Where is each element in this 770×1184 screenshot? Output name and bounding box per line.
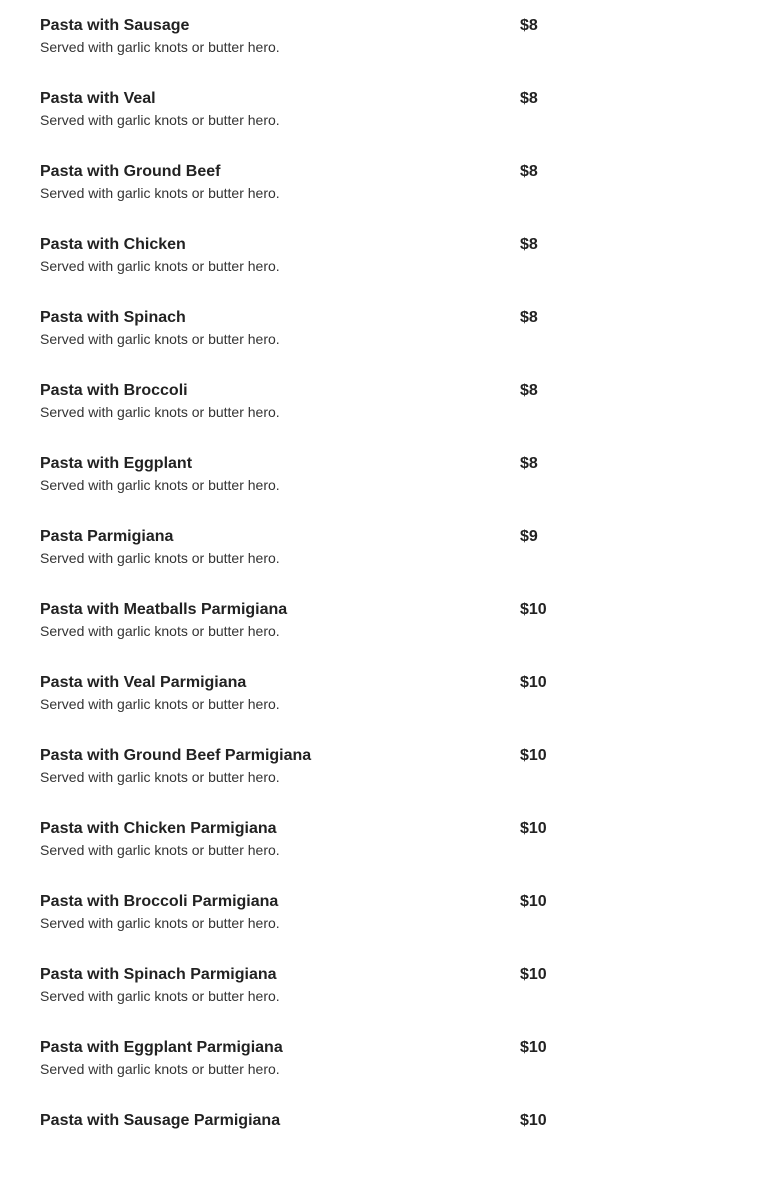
menu-item-price: $10 [520, 966, 547, 983]
menu-item-name: Pasta with Veal [40, 90, 156, 107]
menu-item-name: Pasta with Eggplant [40, 455, 193, 472]
menu-item-name: Pasta Parmigiana [40, 528, 174, 545]
menu-item[interactable] [0, 819, 770, 892]
menu-item-name: Pasta with Ground Beef Parmigiana [40, 747, 312, 764]
menu-item-price: $10 [520, 747, 547, 764]
menu-item-description: Served with garlic knots or butter hero. [40, 185, 280, 201]
menu-item[interactable] [0, 454, 770, 527]
menu-item-description: Served with garlic knots or butter hero. [40, 112, 280, 128]
menu-item-name: Pasta with Spinach Parmigiana [40, 966, 277, 983]
menu-item-description: Served with garlic knots or butter hero. [40, 623, 280, 639]
menu-item-price: $8 [520, 163, 538, 180]
menu-item-description: Served with garlic knots or butter hero. [40, 258, 280, 274]
menu-item-price: $10 [520, 1039, 547, 1056]
menu-item-description: Served with garlic knots or butter hero. [40, 915, 280, 931]
menu-item-price: $10 [520, 820, 547, 837]
menu-item-price: $10 [520, 674, 547, 691]
menu-item-description: Served with garlic knots or butter hero. [40, 477, 280, 493]
menu-item-description: Served with garlic knots or butter hero. [40, 842, 280, 858]
menu-item-price: $8 [520, 17, 538, 34]
menu-item[interactable] [0, 600, 770, 673]
menu-item[interactable] [0, 235, 770, 308]
menu-item[interactable] [0, 0, 770, 16]
menu-item[interactable] [0, 16, 770, 89]
menu-item-price: $8 [520, 309, 538, 326]
menu-item[interactable] [0, 1038, 770, 1111]
menu-item-name: Pasta with Ground Beef [40, 163, 221, 180]
menu-item-price: $9 [520, 528, 538, 545]
menu-item-price: $10 [520, 1112, 547, 1129]
menu-item-name: Pasta with Broccoli Parmigiana [40, 893, 279, 910]
menu-item[interactable] [0, 381, 770, 454]
menu-item-description: Served with garlic knots or butter hero. [40, 769, 280, 785]
menu-item-name: Pasta with Chicken Parmigiana [40, 820, 277, 837]
menu-item-description: Served with garlic knots or butter hero. [40, 1061, 280, 1077]
menu-item-price: $8 [520, 236, 538, 253]
menu-item-name: Pasta with Veal Parmigiana [40, 674, 247, 691]
menu-item[interactable] [0, 1111, 770, 1184]
menu-item[interactable] [0, 89, 770, 162]
menu-item-name: Pasta with Sausage [40, 17, 190, 34]
menu-item[interactable] [0, 527, 770, 600]
menu-item-description: Served with garlic knots or butter hero. [40, 331, 280, 347]
menu-item-name: Pasta with Chicken [40, 236, 186, 253]
menu-item[interactable] [0, 308, 770, 381]
menu-item[interactable] [0, 965, 770, 1038]
menu-item-name: Pasta with Sausage Parmigiana [40, 1112, 281, 1129]
menu-item-price: $8 [520, 455, 538, 472]
menu-item-name: Pasta with Meatballs Parmigiana [40, 601, 288, 618]
menu-item-price: $10 [520, 601, 547, 618]
menu-item[interactable] [0, 892, 770, 965]
menu-item-price: $8 [520, 382, 538, 399]
menu-item-description: Served with garlic knots or butter hero. [40, 988, 280, 1004]
menu-item-name: Pasta with Eggplant Parmigiana [40, 1039, 283, 1056]
menu-item-description: Served with garlic knots or butter hero. [40, 550, 280, 566]
menu-item-description: Served with garlic knots or butter hero. [40, 404, 280, 420]
menu-item[interactable] [0, 673, 770, 746]
menu-item-description: Served with garlic knots or butter hero. [40, 39, 280, 55]
menu-item-price: $10 [520, 893, 547, 910]
menu-item-name: Pasta with Broccoli [40, 382, 188, 399]
menu-item-price: $8 [520, 90, 538, 107]
menu-item[interactable] [0, 746, 770, 819]
menu-item[interactable] [0, 162, 770, 235]
menu-item-description: Served with garlic knots or butter hero. [40, 696, 280, 712]
menu-item-name: Pasta with Spinach [40, 309, 186, 326]
